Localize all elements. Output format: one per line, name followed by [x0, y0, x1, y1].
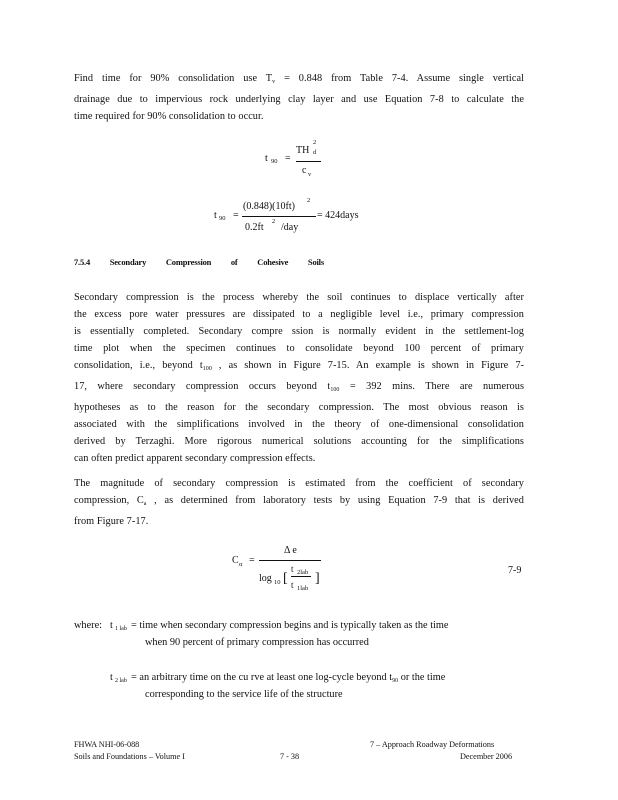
intro-paragraph	[74, 70, 524, 125]
fraction-bar	[242, 216, 316, 217]
fraction-bar	[296, 161, 321, 162]
intro-line-3: time required for 90% consolidation to occur.	[74, 111, 264, 122]
document-page: Find time for 90% consolidation use $T_v = 0.848$ from Table 7-4. Assume single vertical drainage due to impervious rock underlying clay layer and use Equation 7-8 to calculate the time required for 90% consolidation to occur. t 90 = TH 2 d c v t 90 = (0.848)(10ft) 2 0.2ft 2 /day = 424days 7.5.4 Secondary Compression of Cohesive Soils Secondary compression is the process whereby the soil continues to displace vertically after the excess pore water pressures are dissipated to a negligible level i.e., primary compression is essentially completed. Secondary compre ssion is normally evident in the settlement-log time plot when the specimen continues to consolidate beyond 100 percent of primary consolidation, i.e., beyond $t_{100}$ , as shown in Figure 7-15. An example is shown in Figure 7- 17, where secondary compression occurs beyond $t_{100} = 392$ mins. There are numerous hypotheses as to the reason for the secondary compression. The most obvious reason is associated with the simplifications involved in the theory of one-dimensional consolidation derived by Terzaghi. More rigorous numerical solutions accounting for the simplifications can often predict apparent secondary compression effects. The magnitude of secondary compression is estimated from the coefficient of secondary compression, $C_a$ , as determined from laboratory tests by using Equation 7-9 that is derived from Figure 7-17. C α = Δ e log 10 [ t 2lab t 1lab ] 7-9 where: t 1 lab = time when secondary compression begins and is typically taken as the time when 90 percent of primary compression has occurred t 2 lab = an arbitrary time on the cu rve at least one log-cycle beyond t90 or the time corresponding to the service life of the structure FHWA NHI-06-088 Soils and Foundations – Volume I 7 - 38 7 – Approach Roadway Deformations December 2006	[0, 0, 618, 800]
intro-line-2: drainage due to impervious rock underlying clay layer and use Equation 7-8 to calculate the	[74, 94, 524, 105]
secondary-compression-paragraph: Secondary compression is the process whereby the soil continues to displace vertically after the excess pore water pressures are dissipated to a negligible level i.e., primary compression is essentially completed. Secondary compre ssion is normally evident in the settlement-log time plot when the specimen continues to consolidate beyond 100 percent of primary consolidation, i.e., beyond $t_{100}$ , as shown in Figure 7-15. An example is shown in Figure 7- 17, where secondary compression occurs beyond $t_{100} = 392$ mins. There are numerous hypotheses as to the reason for the secondary compression. The most obvious reason is associated with the simplifications involved in the theory of one-dimensional consolidation derived by Terzaghi. More rigorous numerical solutions accounting for the simplifications can often predict apparent secondary compression effects.	[74, 292, 525, 464]
equation-number: 7-9	[508, 565, 522, 576]
right-bracket: ]	[315, 571, 320, 586]
fraction-bar	[259, 560, 321, 561]
left-bracket: [	[283, 571, 288, 586]
page-number: 7 - 38	[280, 752, 300, 761]
intro-line-1: Find time for 90% consolidation use $T_v = 0.848$ from Table 7-4. Assume single vertical	[74, 73, 524, 85]
magnitude-paragraph: The magnitude of secondary compression is estimated from the coefficient of secondary compression, $C_a$ , as determined from laboratory tests by using Equation 7-9 that is derived from Figure 7-17.	[74, 478, 524, 527]
section-heading: 7.5.4 Secondary Compression of Cohesive Soils	[74, 257, 324, 267]
